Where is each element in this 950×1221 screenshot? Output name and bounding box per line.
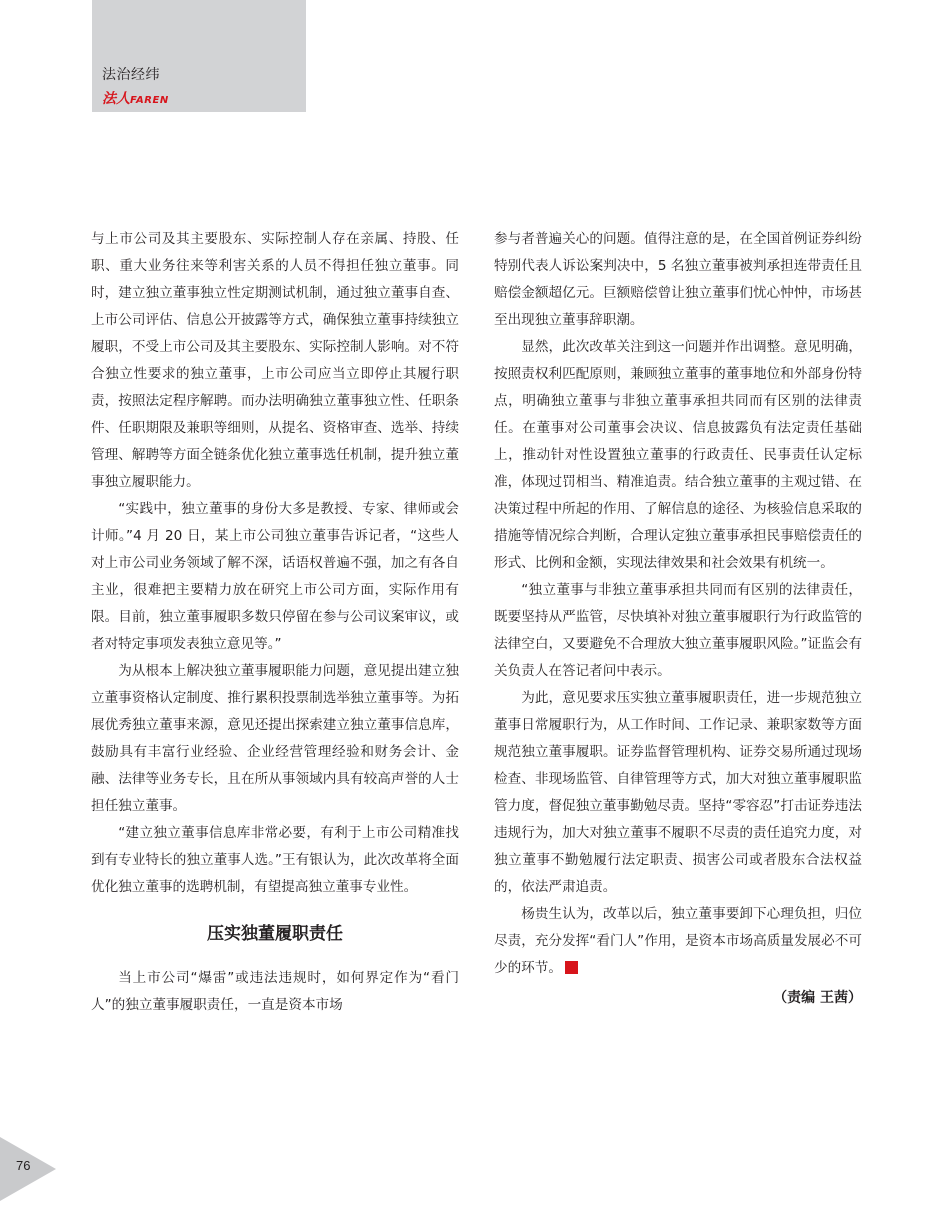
editor-credit: （责编 王茜） [773, 990, 862, 1006]
paragraph: 当上市公司“爆雷”或违法违规时，如何界定作为“看门人”的独立董事履职责任，一直是资本市场 [91, 970, 459, 1013]
brand-logo-en: FAREN [130, 95, 169, 106]
paragraph: “独立董事与非独立董事承担共同而有区别的法律责任，既要坚持从严监管，尽快填补对独立董事履职行为行政监管的法律空白，又要避免不合理放大独立董事履职风险。”证监会有关负责人在答记者问中表示。 [494, 582, 862, 679]
brand-logo-cn: 法人 [102, 91, 130, 107]
paragraph: 显然，此次改革关注到这一问题并作出调整。意见明确，按照责权利匹配原则，兼顾独立董事的董事地位和外部身份特点，明确独立董事与非独立董事承担共同而有区别的法律责任。在董事对公司董事会决议、信息披露负有法定责任基础上，推动针对性设置独立董事的行政责任、民事责任认定标准，体现过罚相当、精准追责。结合独立董事的主观过错、在决策过程中所起的作用、了解信息的途径、为核验信息采取的措施等情况综合判断，合理认定独立董事承担民事赔偿责任的形式、比例和金额，实现法律效果和社会效果有机统一。 [494, 339, 862, 571]
paragraph: 参与者普遍关心的问题。值得注意的是，在全国首例证券纠纷特别代表人诉讼案判决中，5 名独立董事被判承担连带责任且赔偿金额超亿元。巨额赔偿曾让独立董事们忧心忡忡，市场甚至出现独立董事辞职潮。 [494, 231, 862, 328]
paragraph: 与上市公司及其主要股东、实际控制人存在亲属、持股、任职、重大业务往来等利害关系的人员不得担任独立董事。同时，建立独立董事独立性定期测试机制，通过独立董事自查、上市公司评估、信息公开披露等方式，确保独立董事持续独立履职，不受上市公司及其主要股东、实际控制人影响。对不符合独立性要求的独立董事，上市公司应当立即停止其履行职责，按照法定程序解聘。而办法明确独立董事独立性、任职条件、任职期限及兼职等细则，从提名、资格审查、选举、持续管理、解聘等方面全链条优化独立董事选任机制，提升独立董事独立履职能力。 [91, 231, 459, 490]
section-title: 法治经纬 [102, 67, 160, 83]
paragraph: 为此，意见要求压实独立董事履职责任，进一步规范独立董事日常履职行为，从工作时间、工作记录、兼职家数等方面规范独立董事履职。证券监督管理机构、证券交易所通过现场检查、非现场监管、自律管理等方式，加大对独立董事履职监管力度，督促独立董事勤勉尽责。坚持“零容忍”打击证券违法违规行为，加大对独立董事不履职不尽责的责任追究力度，对独立董事不勤勉履行法定职责、损害公司或者股东合法权益的，依法严肃追责。 [494, 690, 862, 895]
brand-logo [102, 88, 169, 108]
paragraph: “建立独立董事信息库非常必要，有利于上市公司精准找到有专业特长的独立董事人选。”王有银认为，此次改革将全面优化独立董事的选聘机制，有望提高独立董事专业性。 [91, 825, 459, 895]
final-paragraph [494, 901, 862, 982]
section-heading: 压实独董履职责任 [207, 924, 343, 944]
left-column [91, 226, 459, 1019]
paragraph-text: 杨贵生认为，改革以后，独立董事要卸下心理负担，归位尽责，充分发挥“看门人”作用，是资本市场高质量发展必不可少的环节。 [494, 906, 862, 976]
paragraph: “实践中，独立董事的身份大多是教授、专家、律师或会计师。”4 月 20 日，某上市公司独立董事告诉记者，“这些人对上市公司业务领域了解不深，话语权普遍不强，加之有各自主业，很难把主要精力放在研究上市公司方面，实际作用有限。目前，独立董事履职多数只停留在参与公司议案审议，或者对特定事项发表独立意见等。” [91, 501, 459, 652]
right-column [494, 226, 862, 1012]
page-number: 76 [16, 1158, 31, 1173]
header-banner [92, 0, 306, 112]
paragraph: 为从根本上解决独立董事履职能力问题，意见提出建立独立董事资格认定制度、推行累积投票制选举独立董事等。为拓展优秀独立董事来源，意见还提出探索建立独立董事信息库，鼓励具有丰富行业经验、企业经营管理经验和财务会计、金融、法律等业务专长，且在所从事领域内具有较高声誉的人士担任独立董事。 [91, 663, 459, 814]
end-mark-icon [565, 961, 578, 974]
